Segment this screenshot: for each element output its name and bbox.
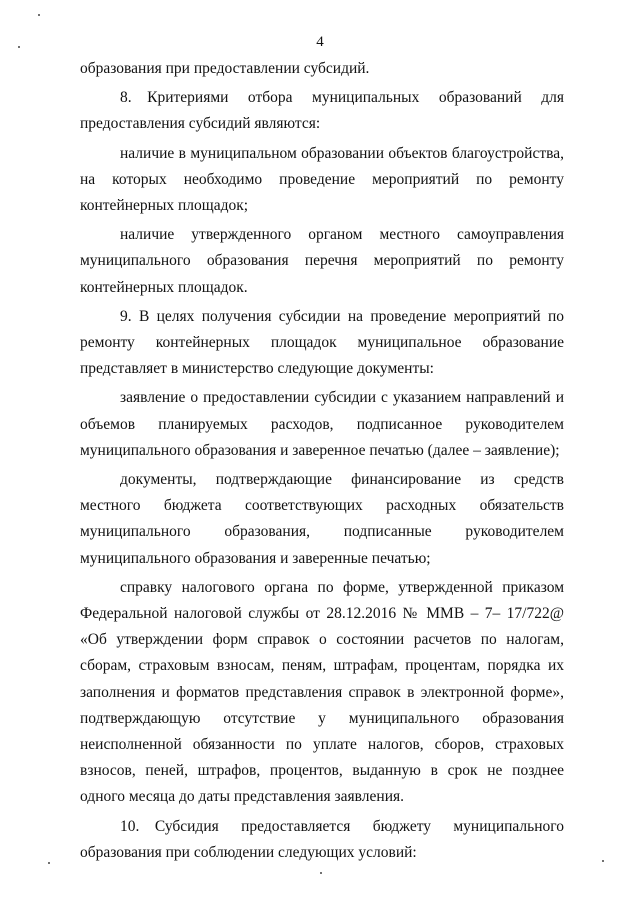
paragraph-criterion-1: наличие в муниципальном образовании объектов благоустройства, на которых необходимо проведение мероприятий по ремонту контейнерных площадок; <box>80 144 564 215</box>
scan-speck <box>320 872 322 874</box>
paragraph-document-application: заявление о предоставлении субсидии с указанием направлений и объемов планируемых расходов, подписанное руководителем муниципального образования и заверенное печатью (далее – заявление); <box>80 389 564 459</box>
paragraph-document-tax-certificate: справку налогового органа по форме, утвержденной приказом Федеральной налоговой службы от 28.12.2016 № ММВ – 7– 17/722@ «Об утверждении форм справок о состоянии расчетов по налогам, сборам, страховым взносам, пеням, штрафам, процентам, порядка их заполнения и форматов представления справок в электронной форме», подтверждающую отсутствие у муниципального образования неисполненной обязанности по уплате налогов, сборов, страховых взносов, пеней, штрафов, процентов, выданную в срок не позднее одного месяца до даты представления заявления. <box>80 578 564 806</box>
paragraph-item-8: 8. Критериями отбора муниципальных образований для предоставления субсидий являются: <box>80 89 564 133</box>
scan-speck <box>602 860 604 862</box>
paragraph-item-10: 10. Субсидия предоставляется бюджету муниципального образования при соблюдении следующих условий: <box>80 817 564 861</box>
paragraph-criterion-2: наличие утвержденного органом местного самоуправления муниципального образования перечня мероприятий по ремонту контейнерных площадок. <box>80 226 564 296</box>
paragraph-document-financing: документы, подтверждающие финансирование из средств местного бюджета соответствующих расходных обязательств муниципального образования, подписанные руководителем муниципального образования и заверенные печатью; <box>80 471 564 567</box>
scan-speck <box>48 862 50 864</box>
paragraph-item-9: 9. В целях получения субсидии на проведение мероприятий по ремонту контейнерных площадок муниципальное образование представляет в министерство следующие документы: <box>80 307 564 378</box>
scan-speck <box>38 14 40 16</box>
scan-speck <box>18 46 20 48</box>
page-number: 4 <box>316 34 324 50</box>
paragraph-continuation: образования при предоставлении субсидий. <box>80 60 370 77</box>
document-body <box>80 56 564 869</box>
